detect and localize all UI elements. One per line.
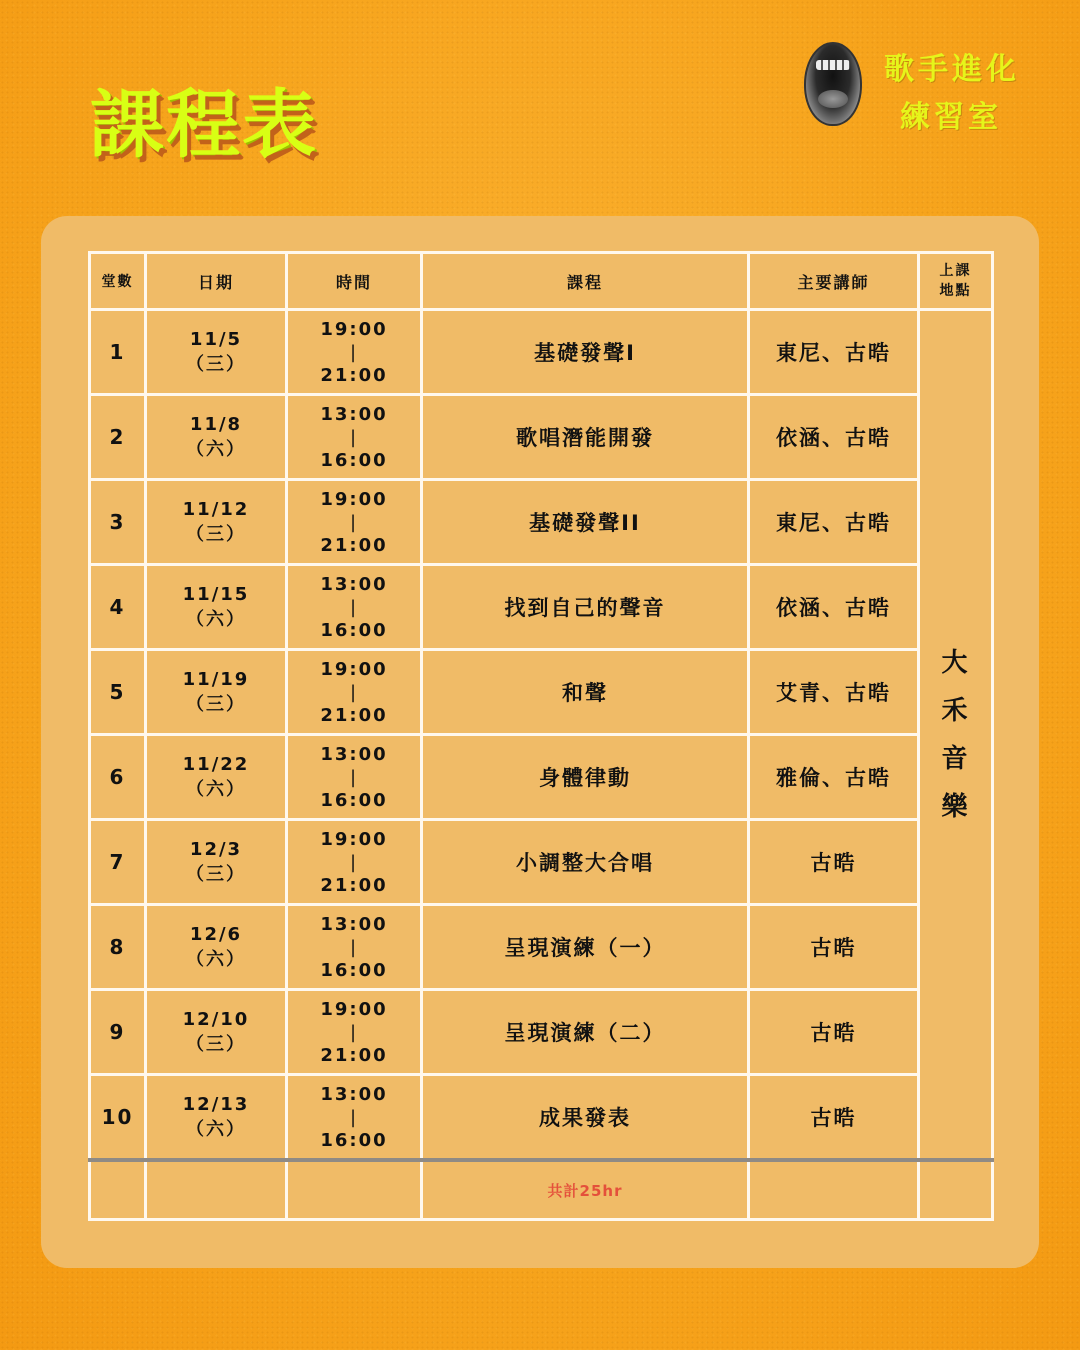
lesson-time (287, 650, 422, 735)
lesson-teacher: 依涵、古晧 (749, 565, 919, 650)
lesson-course: 呈現演練（一） (422, 905, 749, 990)
lesson-weekday: （六） (186, 779, 246, 800)
header-course: 課程 (422, 253, 749, 310)
open-mouth-icon (804, 42, 862, 126)
lesson-time (287, 565, 422, 650)
header-venue-line2: 地點 (939, 283, 972, 299)
lesson-date-value: 12/6 (189, 924, 243, 945)
lesson-teacher: 東尼、古晧 (749, 480, 919, 565)
lesson-weekday: （六） (186, 1119, 246, 1140)
lesson-end-time: 16:00 (320, 1129, 388, 1151)
table-row (90, 1075, 993, 1161)
lesson-start-time: 13:00 (320, 1083, 388, 1105)
lesson-date (146, 820, 287, 905)
time-separator: | (349, 936, 359, 958)
lesson-end-time: 21:00 (320, 1044, 388, 1066)
brand-logo (800, 40, 1040, 140)
time-separator: | (349, 341, 359, 363)
lesson-end-time: 21:00 (320, 874, 388, 896)
page-title: 課程表 (90, 82, 318, 168)
lesson-time (287, 395, 422, 480)
table-row (90, 395, 993, 480)
brand-name-line1: 歌手進化 (884, 52, 1020, 87)
lesson-end-time: 16:00 (320, 959, 388, 981)
lesson-end-time: 16:00 (320, 619, 388, 641)
table-row (90, 990, 993, 1075)
lesson-date-value: 12/10 (182, 1009, 250, 1030)
time-separator: | (349, 426, 359, 448)
lesson-date (146, 310, 287, 395)
lesson-course: 身體律動 (422, 735, 749, 820)
empty-cell (146, 1160, 287, 1220)
lesson-date-value: 12/13 (182, 1094, 250, 1115)
lesson-number: 9 (90, 990, 146, 1075)
lesson-date (146, 905, 287, 990)
lesson-start-time: 19:00 (320, 828, 388, 850)
lesson-time (287, 310, 422, 395)
lesson-number: 6 (90, 735, 146, 820)
lesson-course: 基礎發聲I (422, 310, 749, 395)
time-separator: | (349, 681, 359, 703)
lesson-time (287, 735, 422, 820)
table-header-row (90, 253, 993, 310)
schedule-table-wrapper (88, 251, 991, 1226)
lesson-start-time: 13:00 (320, 403, 388, 425)
lesson-date (146, 990, 287, 1075)
lesson-start-time: 19:00 (320, 318, 388, 340)
lesson-end-time: 21:00 (320, 704, 388, 726)
lesson-end-time: 16:00 (320, 449, 388, 471)
time-separator: | (349, 1021, 359, 1043)
lesson-end-time: 21:00 (320, 364, 388, 386)
lesson-date-value: 11/19 (182, 669, 250, 690)
time-separator: | (349, 766, 359, 788)
empty-cell (287, 1160, 422, 1220)
lesson-course: 歌唱潛能開發 (422, 395, 749, 480)
lesson-course: 和聲 (422, 650, 749, 735)
lesson-date-value: 11/15 (182, 584, 250, 605)
lesson-date (146, 1075, 287, 1161)
lesson-course: 基礎發聲II (422, 480, 749, 565)
lesson-weekday: （三） (186, 524, 246, 545)
lesson-weekday: （六） (186, 439, 246, 460)
lesson-start-time: 13:00 (320, 573, 388, 595)
brand-name-line2: 練習室 (900, 100, 1002, 135)
lesson-number: 1 (90, 310, 146, 395)
lesson-end-time: 21:00 (320, 534, 388, 556)
lesson-end-time: 16:00 (320, 789, 388, 811)
lesson-date-value: 11/5 (189, 329, 243, 350)
lesson-date (146, 735, 287, 820)
lesson-date (146, 480, 287, 565)
lesson-number: 5 (90, 650, 146, 735)
lesson-course: 找到自己的聲音 (422, 565, 749, 650)
header-teacher: 主要講師 (749, 253, 919, 310)
table-row (90, 735, 993, 820)
lesson-teacher: 依涵、古晧 (749, 395, 919, 480)
lesson-weekday: （三） (186, 864, 246, 885)
venue-name: 大禾音樂 (941, 647, 970, 822)
lesson-date (146, 395, 287, 480)
lesson-start-time: 13:00 (320, 743, 388, 765)
time-separator: | (349, 511, 359, 533)
lesson-number: 10 (90, 1075, 146, 1161)
lesson-date-value: 11/12 (182, 499, 250, 520)
table-total-row (90, 1160, 993, 1220)
table-row (90, 565, 993, 650)
header-no: 堂數 (90, 253, 146, 310)
lesson-number: 7 (90, 820, 146, 905)
lesson-date-value: 11/8 (189, 414, 243, 435)
empty-cell (749, 1160, 919, 1220)
lesson-teacher: 艾青、古晧 (749, 650, 919, 735)
lesson-date (146, 650, 287, 735)
lesson-time (287, 990, 422, 1075)
lesson-teacher: 古晧 (749, 905, 919, 990)
lesson-number: 2 (90, 395, 146, 480)
lesson-number: 8 (90, 905, 146, 990)
header-venue (919, 253, 993, 310)
lesson-course: 小調整大合唱 (422, 820, 749, 905)
lesson-date (146, 565, 287, 650)
table-row (90, 905, 993, 990)
table-row (90, 820, 993, 905)
lesson-teacher: 古晧 (749, 820, 919, 905)
lesson-weekday: （六） (186, 949, 246, 970)
lesson-teacher: 東尼、古晧 (749, 310, 919, 395)
lesson-course: 成果發表 (422, 1075, 749, 1161)
table-row (90, 480, 993, 565)
lesson-time (287, 480, 422, 565)
lesson-time (287, 820, 422, 905)
time-separator: | (349, 596, 359, 618)
venue-cell (919, 310, 993, 1161)
lesson-time (287, 905, 422, 990)
lesson-weekday: （三） (186, 694, 246, 715)
lesson-start-time: 19:00 (320, 488, 388, 510)
lesson-start-time: 13:00 (320, 913, 388, 935)
lesson-teacher: 雅倫、古晧 (749, 735, 919, 820)
lesson-course: 呈現演練（二） (422, 990, 749, 1075)
time-separator: | (349, 851, 359, 873)
lesson-number: 3 (90, 480, 146, 565)
header-venue-line1: 上課 (939, 263, 972, 279)
lesson-number: 4 (90, 565, 146, 650)
lesson-date-value: 12/3 (189, 839, 243, 860)
empty-cell (919, 1160, 993, 1220)
table-row (90, 650, 993, 735)
empty-cell (90, 1160, 146, 1220)
lesson-weekday: （六） (186, 609, 246, 630)
lesson-teacher: 古晧 (749, 990, 919, 1075)
time-separator: | (349, 1106, 359, 1128)
header-date: 日期 (146, 253, 287, 310)
lesson-time (287, 1075, 422, 1161)
total-hours: 共計25hr (547, 1181, 623, 1200)
lesson-teacher: 古晧 (749, 1075, 919, 1161)
schedule-table (88, 251, 994, 1221)
lesson-start-time: 19:00 (320, 998, 388, 1020)
lesson-start-time: 19:00 (320, 658, 388, 680)
header-time: 時間 (287, 253, 422, 310)
lesson-weekday: （三） (186, 1034, 246, 1055)
table-row (90, 310, 993, 395)
total-hours-cell (422, 1160, 749, 1220)
lesson-date-value: 11/22 (182, 754, 250, 775)
lesson-weekday: （三） (186, 354, 246, 375)
